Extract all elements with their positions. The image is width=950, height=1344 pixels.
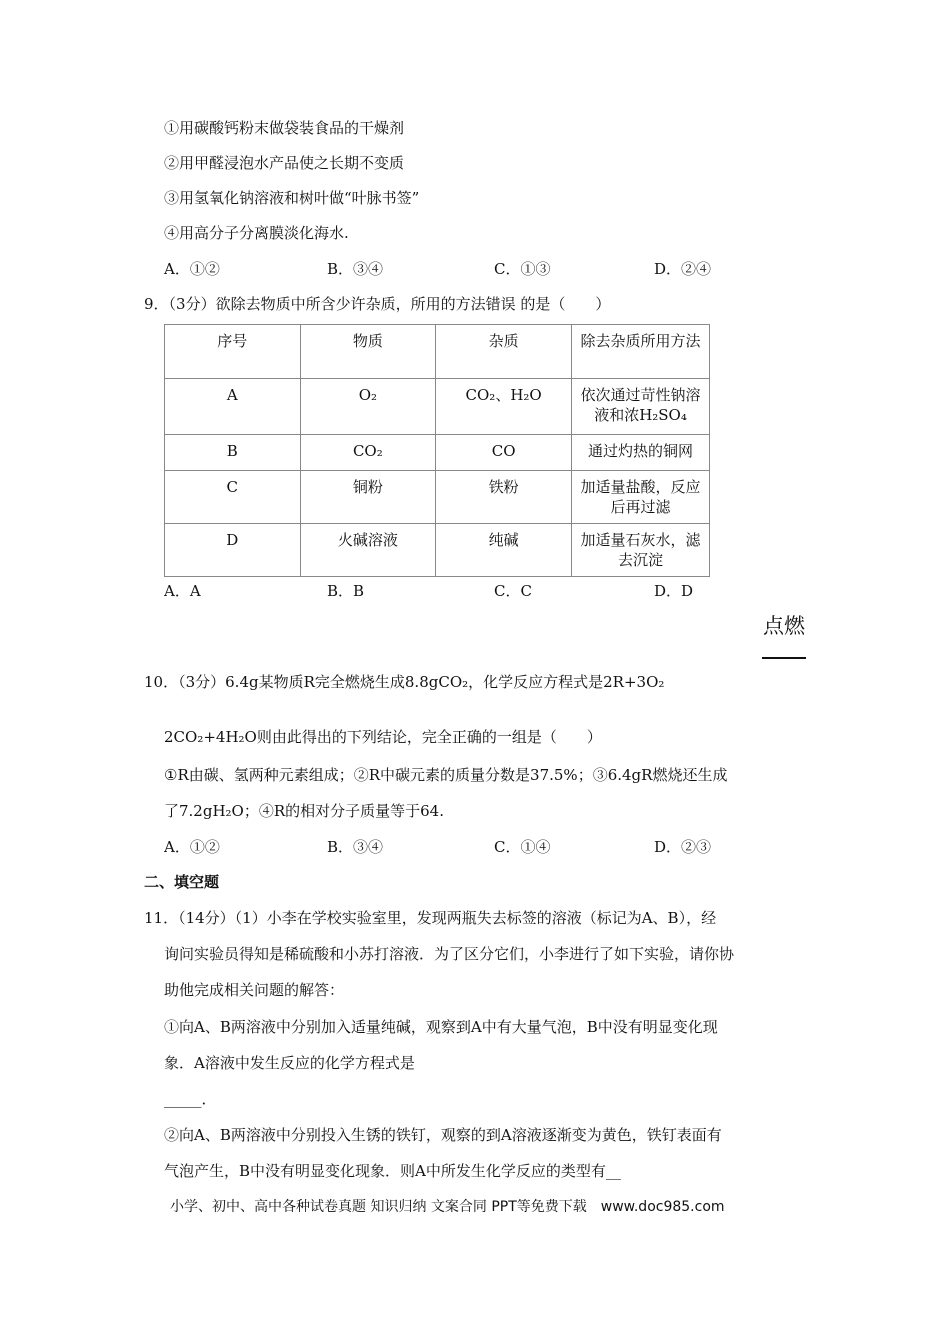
table-cell: 铁粉 — [436, 471, 572, 524]
q11-line-5: 象．A溶液中发生反应的化学方程式是 — [164, 1054, 415, 1072]
table-cell: 铜粉 — [300, 471, 436, 524]
q8-statement-3: ③用氢氧化钠溶液和树叶做“叶脉书签” — [164, 189, 420, 207]
table-cell: O₂ — [300, 379, 436, 435]
table-cell: 加适量石灰水，滤去沉淀 — [572, 524, 710, 577]
table-header-cell: 序号 — [165, 325, 301, 379]
table-header-cell: 物质 — [300, 325, 436, 379]
q10-line-3: ①R由碳、氢两种元素组成；②R中碳元素的质量分数是37.5%；③6.4gR燃烧还生成 — [164, 766, 728, 784]
q9-option-c: C．C — [494, 582, 532, 600]
q9-table — [164, 324, 710, 577]
table-cell: 纯碱 — [436, 524, 572, 577]
q8-option-c: C．①③ — [494, 260, 551, 278]
table-row — [165, 524, 710, 577]
q10-option-d: D．②③ — [654, 838, 712, 856]
table-header-row — [165, 325, 710, 379]
table-cell: B — [165, 435, 301, 471]
reaction-arrow-line — [762, 657, 806, 659]
q8-statement-2: ②用甲醛浸泡水产品使之长期不变质 — [164, 154, 405, 172]
table-row — [165, 435, 710, 471]
table-header-cell: 除去杂质所用方法 — [572, 325, 710, 379]
q9-option-a: A．A — [164, 582, 201, 600]
q9-option-b: B．B — [327, 582, 365, 600]
q11-line-4: ①向A、B两溶液中分别加入适量纯碱，观察到A中有大量气泡，B中没有明显变化现 — [164, 1018, 718, 1036]
q8-option-d: D．②④ — [654, 260, 712, 278]
section-heading: 二、填空题 — [144, 873, 220, 891]
table-cell: A — [165, 379, 301, 435]
table-row — [165, 471, 710, 524]
q9-option-d: D．D — [654, 582, 694, 600]
q11-line-2: 询问实验员得知是稀硫酸和小苏打溶液．为了区分它们，小李进行了如下实验，请你协 — [164, 945, 735, 963]
reaction-condition: 点燃 — [763, 614, 805, 638]
q11-line-7: ②向A、B两溶液中分别投入生锈的铁钉，观察的到A溶液逐渐变为黄色，铁钉表面有 — [164, 1126, 722, 1144]
q8-option-a: A．①② — [164, 260, 220, 278]
q10-option-c: C．①④ — [494, 838, 551, 856]
table-cell: 依次通过苛性钠溶液和浓H₂SO₄ — [572, 379, 710, 435]
q10-line-4: 了7.2gH₂O；④R的相对分子质量等于64. — [164, 802, 444, 820]
page-footer: 小学、初中、高中各种试卷真题 知识归纳 文案合同 PPT等免费下载 www.doc985.com — [170, 1199, 725, 1215]
q8-statement-1: ①用碳酸钙粉末做袋装食品的干燥剂 — [164, 119, 405, 137]
q11-line-3: 助他完成相关问题的解答： — [164, 981, 345, 999]
table-cell: CO₂、H₂O — [436, 379, 572, 435]
q10-line-1: 10．（3分）6.4g某物质R完全燃烧生成8.8gCO₂，化学反应方程式是2R+3O₂ — [144, 673, 665, 691]
table-row — [165, 379, 710, 435]
q10-line-2: 2CO₂+4H₂O则由此得出的下列结论，完全正确的一组是（ ） — [164, 728, 602, 746]
table-cell: 火碱溶液 — [300, 524, 436, 577]
table-cell: 加适量盐酸，反应后再过滤 — [572, 471, 710, 524]
q11-answer-blank: _____． — [164, 1090, 217, 1108]
q10-option-b: B．③④ — [327, 838, 384, 856]
q9-stem: 9．（3分）欲除去物质中所含少许杂质，所用的方法错误 的是（ ） — [144, 295, 611, 313]
table-cell: C — [165, 471, 301, 524]
q8-option-b: B．③④ — [327, 260, 384, 278]
table-cell: CO — [436, 435, 572, 471]
q11-line-1: 11．（14分）（1）小李在学校实验室里，发现两瓶失去标签的溶液（标记为A、B），经 — [144, 909, 717, 927]
table-cell: D — [165, 524, 301, 577]
q10-option-a: A．①② — [164, 838, 220, 856]
table-header-cell: 杂质 — [436, 325, 572, 379]
q11-line-8: 气泡产生，B中没有明显变化现象．则A中所发生化学反应的类型有__ — [164, 1162, 621, 1180]
table-cell: 通过灼热的铜网 — [572, 435, 710, 471]
table-cell: CO₂ — [300, 435, 436, 471]
q8-statement-4: ④用高分子分离膜淡化海水. — [164, 224, 349, 242]
